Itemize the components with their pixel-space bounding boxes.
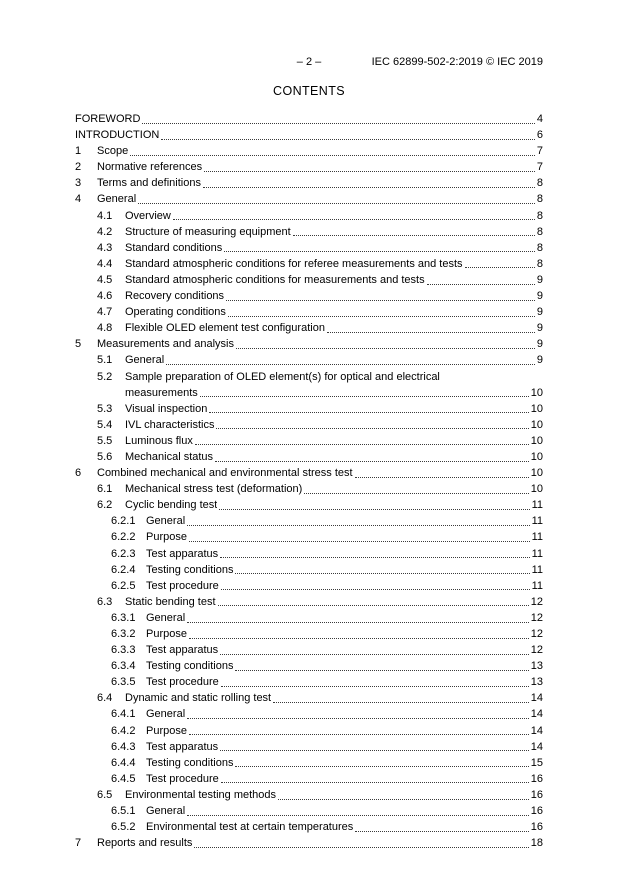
toc-entry-page: 12 bbox=[530, 628, 543, 640]
toc-entry bbox=[75, 175, 543, 191]
toc-leader-dots bbox=[235, 755, 528, 768]
toc-entry-label: IVL characteristics bbox=[125, 418, 215, 431]
toc-entry bbox=[75, 336, 543, 352]
toc-entry-page: 11 bbox=[531, 579, 543, 592]
toc-entry-page: 12 bbox=[530, 611, 543, 624]
toc-leader-dots bbox=[427, 272, 535, 285]
toc-entry-label: General bbox=[146, 708, 186, 721]
toc-entry-page: 9 bbox=[536, 338, 543, 351]
toc-entry bbox=[75, 771, 543, 787]
toc-leader-dots bbox=[355, 465, 529, 478]
toc-entry bbox=[75, 288, 543, 304]
toc-entry bbox=[75, 401, 543, 417]
toc-leader-dots bbox=[200, 385, 529, 398]
toc-entry-label: Mechanical status bbox=[125, 450, 214, 463]
toc-entry-label: Reports and results bbox=[97, 837, 193, 850]
toc-entry-number: 1 bbox=[75, 145, 82, 158]
toc-entry bbox=[75, 127, 543, 143]
toc-leader-dots bbox=[187, 610, 529, 623]
toc-leader-dots bbox=[465, 256, 535, 269]
toc-entry-label: Terms and definitions bbox=[97, 177, 201, 190]
toc-entry-number: 6.4.5 bbox=[111, 772, 136, 785]
toc-entry-label: Measurements and analysis bbox=[97, 338, 234, 351]
toc-entry-page: 8 bbox=[536, 257, 543, 270]
toc-entry-page: 7 bbox=[536, 161, 543, 174]
toc-entry-number: 4.7 bbox=[97, 306, 113, 319]
toc-entry-label: Cyclic bending test bbox=[125, 499, 218, 512]
toc-entry-page: 8 bbox=[536, 241, 543, 254]
toc-leader-dots bbox=[224, 240, 535, 253]
toc-entry-label: Purpose bbox=[146, 531, 187, 544]
toc-entry-number: 4.8 bbox=[97, 322, 113, 335]
toc-entry bbox=[75, 803, 543, 819]
toc-entry bbox=[75, 610, 543, 626]
toc-entry bbox=[75, 706, 543, 722]
toc-entry-label: INTRODUCTION bbox=[75, 129, 160, 142]
toc-entry-label: General bbox=[146, 515, 186, 528]
toc-entry-page: 10 bbox=[530, 483, 543, 496]
toc-leader-dots bbox=[173, 208, 535, 221]
toc-entry-number: 6.3.1 bbox=[111, 611, 136, 624]
toc-entry-number: 6.2.3 bbox=[111, 547, 136, 560]
toc-entry bbox=[75, 465, 543, 481]
toc-entry-number: 5.6 bbox=[97, 450, 113, 463]
toc-entry-page: 8 bbox=[536, 209, 543, 222]
toc-entry-number: 3 bbox=[75, 177, 82, 190]
toc-entry bbox=[75, 690, 543, 706]
toc-entry-number: 4.1 bbox=[97, 209, 113, 222]
toc-entry-label: Standard atmospheric conditions for measurements and tests bbox=[125, 273, 425, 286]
toc-entry-number: 6.3.3 bbox=[111, 644, 136, 657]
toc-entry-number: 6.4.4 bbox=[111, 756, 136, 769]
toc-entry-number: 5.4 bbox=[97, 418, 113, 431]
toc-entry-number: 6.3.2 bbox=[111, 628, 136, 640]
toc-leader-dots bbox=[215, 449, 529, 462]
toc-entry-number bbox=[97, 385, 125, 401]
toc-entry-page: 8 bbox=[536, 225, 543, 238]
toc-leader-dots bbox=[189, 626, 529, 639]
toc-entry-label: Scope bbox=[97, 145, 129, 158]
toc-leader-dots bbox=[220, 739, 529, 752]
toc-entry-label: Purpose bbox=[146, 628, 187, 640]
toc-entry bbox=[75, 256, 543, 272]
toc-leader-dots bbox=[142, 111, 534, 124]
toc-entry-page: 16 bbox=[530, 821, 543, 834]
toc-entry-label: measurements bbox=[125, 386, 198, 399]
toc-entry-number: 6.4.3 bbox=[111, 740, 136, 753]
toc-entry-number: 5.5 bbox=[97, 434, 113, 447]
toc-entry-label: Overview bbox=[125, 209, 171, 222]
header-doc-reference: IEC 62899-502-2:2019 © IEC 2019 bbox=[371, 56, 543, 68]
toc-entry-number: 7 bbox=[75, 837, 82, 850]
toc-entry-number: 4.5 bbox=[97, 273, 113, 286]
toc-entry-label: Testing conditions bbox=[146, 756, 234, 769]
toc-entry-page: 13 bbox=[530, 660, 543, 673]
toc-entry-number: 5.3 bbox=[97, 402, 113, 415]
toc-entry-page: 10 bbox=[530, 418, 543, 431]
toc-leader-dots bbox=[130, 143, 535, 156]
toc-leader-dots bbox=[187, 803, 529, 816]
toc-entry-label: Flexible OLED element test configuration bbox=[125, 322, 325, 335]
toc-entry-page: 10 bbox=[530, 467, 543, 480]
toc-entry-label: Standard conditions bbox=[125, 241, 223, 254]
toc-entry-page: 14 bbox=[530, 724, 543, 737]
toc-entry-label: Luminous flux bbox=[125, 434, 193, 447]
toc-entry-number: 6.2.4 bbox=[111, 563, 136, 576]
toc-entry bbox=[75, 497, 543, 513]
toc-entry-number: 4 bbox=[75, 193, 82, 206]
toc-entry bbox=[75, 224, 543, 240]
toc-entry-label: Test apparatus bbox=[146, 740, 219, 753]
toc-entry-page: 9 bbox=[536, 322, 543, 335]
toc-entry-number: 4.6 bbox=[97, 290, 113, 303]
toc-entry bbox=[75, 449, 543, 465]
toc-entry-page: 13 bbox=[530, 676, 543, 689]
toc-entry-page: 12 bbox=[530, 644, 543, 657]
toc-entry-number: 5 bbox=[75, 338, 82, 351]
toc-entry bbox=[75, 369, 543, 385]
toc-entry-label: Environmental testing methods bbox=[125, 788, 277, 801]
toc-entry-page: 11 bbox=[531, 563, 543, 576]
toc-leader-dots bbox=[203, 175, 535, 188]
toc-entry-label: Test procedure bbox=[146, 579, 219, 592]
toc-entry-label: Dynamic and static rolling test bbox=[125, 692, 272, 705]
toc-leader-dots bbox=[304, 481, 528, 494]
toc-entry-page: 12 bbox=[530, 595, 543, 608]
toc-entry-label: Test procedure bbox=[146, 676, 219, 689]
toc-entry-label: Structure of measuring equipment bbox=[125, 225, 291, 238]
toc-leader-dots bbox=[195, 433, 529, 446]
toc-entry-page: 9 bbox=[536, 290, 543, 303]
toc-entry-label: Sample preparation of OLED element(s) for optical and electrical bbox=[125, 370, 440, 383]
toc-entry-label: General bbox=[146, 805, 186, 818]
toc-leader-dots bbox=[189, 529, 530, 542]
toc-entry bbox=[75, 352, 543, 368]
toc-entry-number: 5.1 bbox=[97, 354, 113, 367]
toc-entry-page: 14 bbox=[530, 692, 543, 705]
toc-entry-page: 10 bbox=[530, 434, 543, 447]
toc-entry-page: 16 bbox=[530, 805, 543, 818]
toc-leader-dots bbox=[273, 690, 529, 703]
toc-entry-page: 6 bbox=[536, 129, 543, 142]
header-page-number: – 2 – bbox=[296, 56, 322, 68]
toc-entry-page: 9 bbox=[536, 273, 543, 286]
toc-leader-dots bbox=[218, 594, 529, 607]
toc-entry bbox=[75, 191, 543, 207]
toc-entry bbox=[75, 417, 543, 433]
toc-entry-continuation bbox=[75, 385, 543, 401]
toc-leader-dots bbox=[221, 674, 529, 687]
toc-entry-label: Normative references bbox=[97, 161, 203, 174]
toc-entry-page: 15 bbox=[530, 756, 543, 769]
toc-entry-label: Test apparatus bbox=[146, 644, 219, 657]
toc-entry bbox=[75, 208, 543, 224]
toc-entry-label: Testing conditions bbox=[146, 660, 234, 673]
toc-entry-label: Operating conditions bbox=[125, 306, 226, 319]
toc-entry bbox=[75, 433, 543, 449]
toc-entry-page: 14 bbox=[530, 740, 543, 753]
toc-entry-label: Test procedure bbox=[146, 772, 219, 785]
toc-entry bbox=[75, 481, 543, 497]
toc-entry-number: 4.2 bbox=[97, 225, 113, 238]
toc-entry-page: 9 bbox=[536, 354, 543, 367]
toc-leader-dots bbox=[235, 658, 528, 671]
toc-entry-page: 11 bbox=[531, 547, 543, 560]
toc-leader-dots bbox=[187, 513, 529, 526]
toc-entry-number: 6.2.1 bbox=[111, 515, 136, 528]
toc-entry-label: Mechanical stress test (deformation) bbox=[125, 483, 303, 496]
toc-entry-number: 6.5.1 bbox=[111, 805, 136, 818]
toc-entry-page: 11 bbox=[531, 515, 543, 528]
toc-entry-number: 6.2.5 bbox=[111, 579, 136, 592]
toc-entry-number: 6.1 bbox=[97, 483, 113, 496]
toc-entry-number: 6.5 bbox=[97, 788, 113, 801]
toc-entry-page: 16 bbox=[530, 788, 543, 801]
toc-entry-page: 9 bbox=[536, 306, 543, 319]
toc-leader-dots bbox=[166, 352, 535, 365]
toc-entry bbox=[75, 819, 543, 835]
toc-entry-page: 18 bbox=[530, 837, 543, 850]
toc-entry bbox=[75, 723, 543, 739]
toc-entry bbox=[75, 159, 543, 175]
toc-entry-label: Combined mechanical and environmental stress test bbox=[97, 467, 353, 480]
toc-entry-label: FOREWORD bbox=[75, 113, 141, 125]
page-header bbox=[75, 56, 543, 69]
toc-leader-dots bbox=[187, 706, 529, 719]
toc-entry bbox=[75, 111, 543, 127]
toc-leader-dots bbox=[189, 723, 529, 736]
toc-entry-page: 11 bbox=[531, 499, 543, 512]
toc-leader-dots bbox=[327, 320, 535, 333]
toc-entry-page: 14 bbox=[530, 708, 543, 721]
toc-entry-number: 6 bbox=[75, 467, 82, 480]
toc-entry-label: Environmental test at certain temperatures bbox=[146, 821, 354, 834]
toc-leader-dots bbox=[221, 771, 529, 784]
toc-entry bbox=[75, 674, 543, 690]
toc-leader-dots bbox=[228, 304, 535, 317]
toc-entry-number: 6.4.1 bbox=[111, 708, 136, 721]
toc-entry-number: 5.2 bbox=[97, 370, 113, 383]
toc-entry bbox=[75, 835, 543, 851]
toc-leader-dots bbox=[216, 417, 528, 430]
toc-leader-dots bbox=[194, 835, 528, 848]
toc-entry bbox=[75, 626, 543, 642]
toc-entry-page: 10 bbox=[530, 402, 543, 415]
toc-entry bbox=[75, 787, 543, 803]
toc-entry-number: 6.4.2 bbox=[111, 724, 136, 737]
toc-entry-label: Testing conditions bbox=[146, 563, 234, 576]
toc-leader-dots bbox=[161, 127, 535, 140]
toc-entry-number: 6.3 bbox=[97, 595, 113, 608]
toc-leader-dots bbox=[278, 787, 529, 800]
toc-entry bbox=[75, 513, 543, 529]
toc-entry bbox=[75, 304, 543, 320]
toc-leader-dots bbox=[204, 159, 535, 172]
toc-entry-page: 8 bbox=[536, 193, 543, 206]
toc-entry-page: 4 bbox=[536, 113, 543, 125]
toc-entry bbox=[75, 546, 543, 562]
toc-entry-page: 16 bbox=[530, 772, 543, 785]
toc-entry bbox=[75, 529, 543, 545]
toc-leader-dots bbox=[235, 562, 529, 575]
toc-entry bbox=[75, 642, 543, 658]
toc-leader-dots bbox=[355, 819, 528, 832]
toc-entry bbox=[75, 578, 543, 594]
toc-entry bbox=[75, 240, 543, 256]
toc-entry bbox=[75, 562, 543, 578]
toc-leader-dots bbox=[219, 497, 529, 510]
toc-entry bbox=[75, 143, 543, 159]
toc-entry bbox=[75, 320, 543, 336]
toc-entry bbox=[75, 272, 543, 288]
toc-entry-number: 6.4 bbox=[97, 692, 113, 705]
toc-entry-label: Recovery conditions bbox=[125, 290, 225, 303]
toc-leader-dots bbox=[209, 401, 528, 414]
toc-entry bbox=[75, 594, 543, 610]
toc-leader-dots bbox=[226, 288, 535, 301]
toc-entry-label: Standard atmospheric conditions for referee measurements and tests bbox=[125, 257, 463, 270]
toc-entry-label: Static bending test bbox=[125, 595, 216, 608]
toc-entry-number: 6.3.4 bbox=[111, 660, 136, 673]
toc-entry-number: 6.5.2 bbox=[111, 821, 136, 834]
toc-leader-dots bbox=[236, 336, 535, 349]
contents-title: CONTENTS bbox=[273, 84, 345, 98]
toc-entry-number: 6.2.2 bbox=[111, 531, 136, 544]
toc-entry-page: 10 bbox=[530, 450, 543, 463]
toc-entry-number: 6.3.5 bbox=[111, 676, 136, 689]
toc-entry bbox=[75, 658, 543, 674]
toc-entry-label: Visual inspection bbox=[125, 402, 208, 415]
toc-leader-dots bbox=[293, 224, 535, 237]
toc-entry-label: General bbox=[97, 193, 137, 206]
toc-entry-page: 11 bbox=[531, 531, 543, 544]
toc-entry-page: 10 bbox=[530, 386, 543, 399]
toc-entry bbox=[75, 755, 543, 771]
toc-entry-number: 6.2 bbox=[97, 499, 113, 512]
toc-leader-dots bbox=[138, 191, 535, 204]
toc-leader-dots bbox=[220, 642, 529, 655]
toc-entry-label: Test apparatus bbox=[146, 547, 219, 560]
toc-entry-number: 4.3 bbox=[97, 241, 113, 254]
toc-leader-dots bbox=[220, 546, 529, 559]
toc-entry-label: General bbox=[125, 354, 165, 367]
toc-entry-page: 8 bbox=[536, 177, 543, 190]
toc-entry-number: 4.4 bbox=[97, 257, 113, 270]
toc-entry-page: 7 bbox=[536, 145, 543, 158]
toc-entry-number: 2 bbox=[75, 161, 82, 174]
toc-list bbox=[75, 111, 543, 851]
toc-leader-dots bbox=[221, 578, 530, 591]
toc-entry-label: General bbox=[146, 611, 186, 624]
toc-entry-label: Purpose bbox=[146, 724, 187, 737]
toc-entry bbox=[75, 739, 543, 755]
